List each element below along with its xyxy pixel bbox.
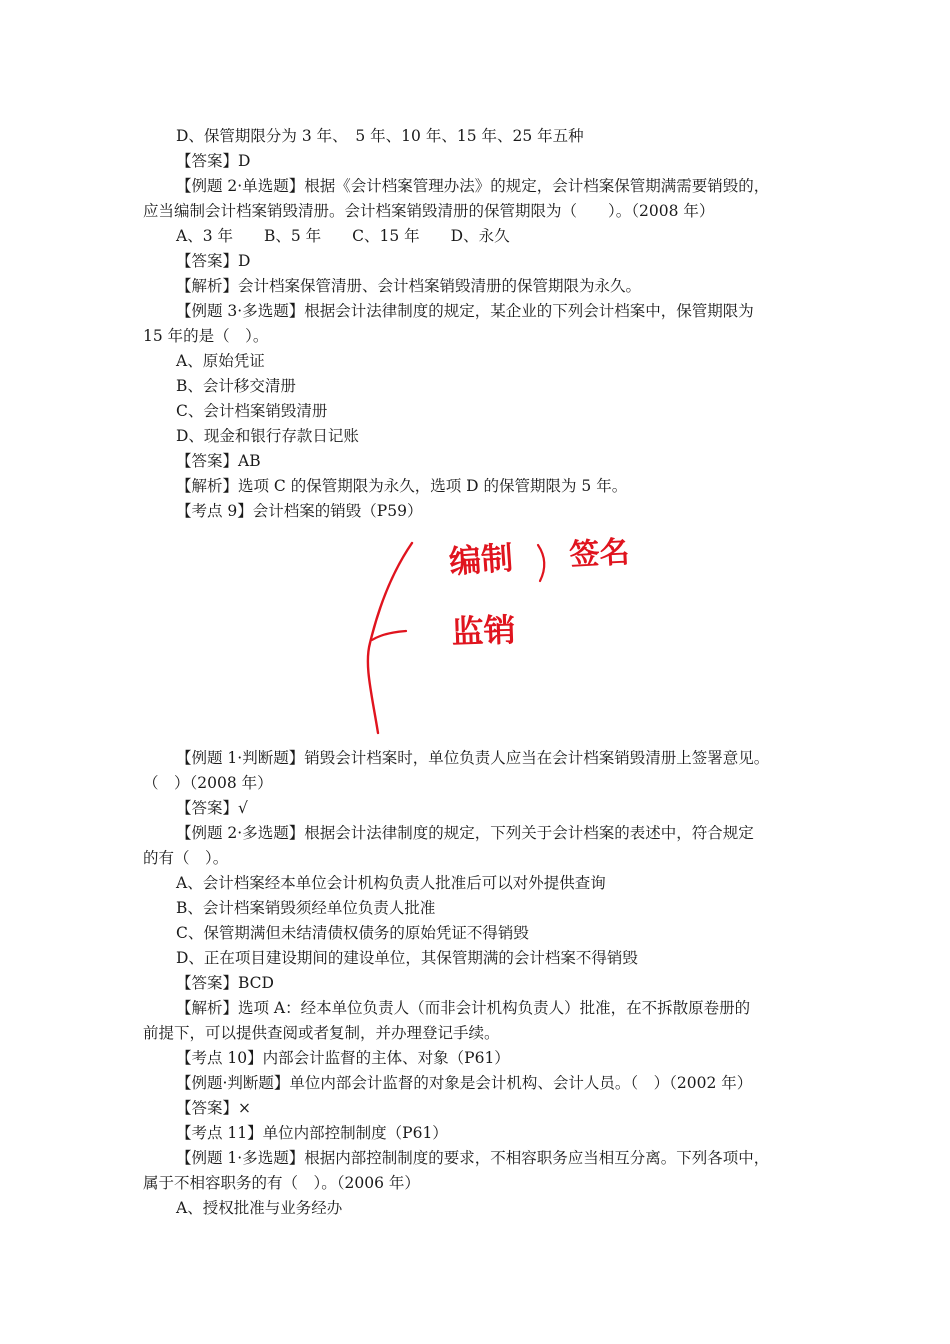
option-c: C、会计档案销毁清册 xyxy=(176,402,328,420)
option-d: D、保管期限分为 3 年、 5 年、10 年、15 年、25 年五种 xyxy=(176,127,584,145)
option-b: B、会计移交清册 xyxy=(176,377,296,395)
section-heading: 【考点 11】单位内部控制制度（P61） xyxy=(176,1124,448,1142)
section-heading: 【考点 9】会计档案的销毁（P59） xyxy=(176,502,423,520)
handwritten-annotation xyxy=(360,535,640,740)
section-heading: 【考点 10】内部会计监督的主体、对象（P61） xyxy=(176,1049,510,1067)
handwriting-text-bianzhi: 编制 xyxy=(447,538,515,581)
option-a: A、会计档案经本单位会计机构负责人批准后可以对外提供查询 xyxy=(176,874,606,892)
question-text: 15 年的是（ ）。 xyxy=(143,327,269,345)
explanation: 【解析】选项 C 的保管期限为永久，选项 D 的保管期限为 5 年。 xyxy=(176,477,628,495)
question-text: 【例题 3·多选题】根据会计法律制度的规定，某企业的下列会计档案中，保管期限为 xyxy=(176,302,754,320)
answer: 【答案】D xyxy=(176,152,251,170)
question-text: 【例题 2·单选题】根据《会计档案管理办法》的规定，会计档案保管期满需要销毁的， xyxy=(176,177,770,195)
handwriting-text-jianxiao: 监销 xyxy=(450,610,517,651)
option-d: D、现金和银行存款日记账 xyxy=(176,427,359,445)
question-text: 【例题 1·多选题】根据内部控制制度的要求，不相容职务应当相互分离。下列各项中， xyxy=(176,1149,770,1167)
option-a: A、授权批准与业务经办 xyxy=(176,1199,343,1217)
question-text: 属于不相容职务的有（ ）。（2006 年） xyxy=(143,1174,420,1192)
explanation: 【解析】选项 A：经本单位负责人（而非会计机构负责人）批准，在不拆散原卷册的 xyxy=(176,999,751,1017)
option-a: A、原始凭证 xyxy=(176,352,265,370)
answer: 【答案】D xyxy=(176,252,251,270)
answer: 【答案】BCD xyxy=(176,974,274,992)
question-text: （ ）（2008 年） xyxy=(143,774,273,792)
question-text: 【例题·判断题】单位内部会计监督的对象是会计机构、会计人员。（ ）（2002 年） xyxy=(176,1074,753,1092)
answer: 【答案】√ xyxy=(176,799,248,817)
question-text: 的有（ ）。 xyxy=(143,849,229,867)
explanation: 前提下，可以提供查阅或者复制，并办理登记手续。 xyxy=(143,1024,500,1042)
explanation: 【解析】会计档案保管清册、会计档案销毁清册的保管期限为永久。 xyxy=(176,277,642,295)
option-b: B、会计档案销毁须经单位负责人批准 xyxy=(176,899,436,917)
options: A、3 年 B、5 年 C、15 年 D、永久 xyxy=(176,227,510,245)
answer: 【答案】AB xyxy=(176,452,261,470)
question-text: 【例题 1·判断题】销毁会计档案时，单位负责人应当在会计档案销毁清册上签署意见。 xyxy=(176,749,770,767)
answer: 【答案】× xyxy=(176,1099,251,1117)
handwriting-drawing xyxy=(360,535,640,740)
handwriting-text-qianming: 签名 xyxy=(568,535,631,573)
option-d: D、正在项目建设期间的建设单位，其保管期满的会计档案不得销毁 xyxy=(176,949,638,967)
question-text: 【例题 2·多选题】根据会计法律制度的规定，下列关于会计档案的表述中，符合规定 xyxy=(176,824,754,842)
question-text: 应当编制会计档案销毁清册。会计档案销毁清册的保管期限为（ ）。（2008 年） xyxy=(143,202,715,220)
option-c: C、保管期满但未结清债权债务的原始凭证不得销毁 xyxy=(176,924,529,942)
